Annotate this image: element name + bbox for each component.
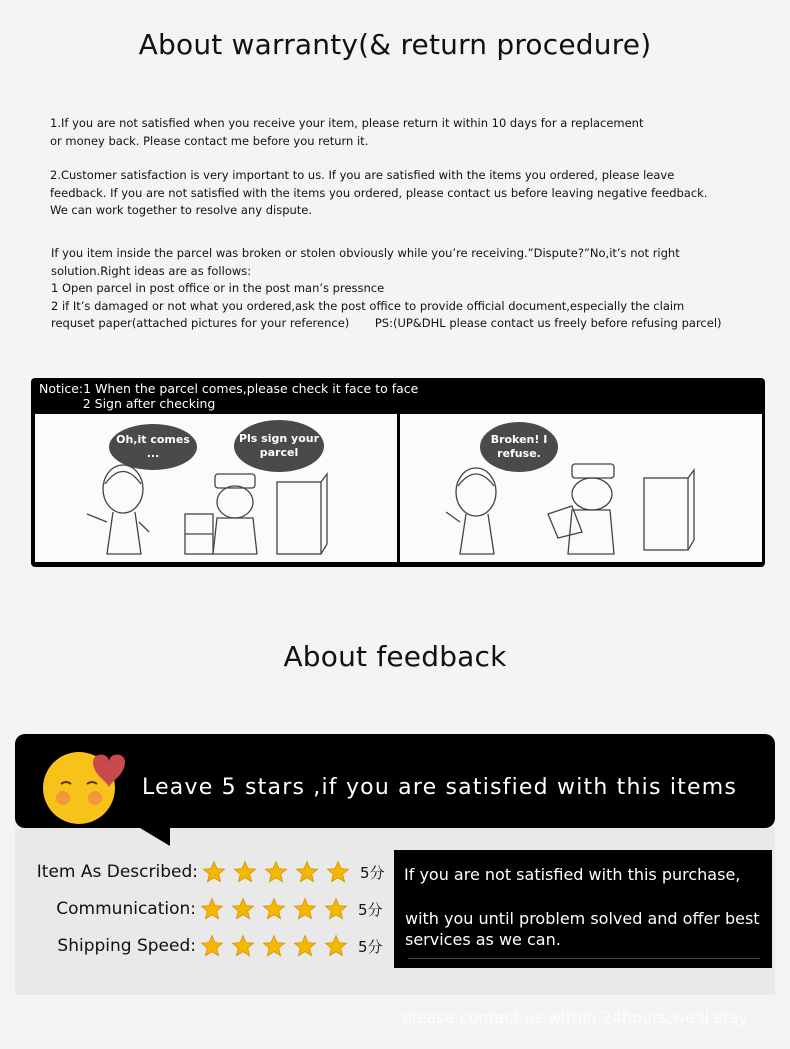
star-icon [202, 860, 226, 884]
star-icon [231, 897, 255, 921]
star-icon [262, 934, 286, 958]
star-icon [324, 897, 348, 921]
warranty-title: About warranty(& return procedure) [138, 28, 652, 61]
star-icon [293, 934, 317, 958]
rating-label: Item As Described: [36, 862, 198, 882]
blushing-emoji-icon [33, 742, 137, 826]
rating-label: Shipping Speed: [57, 936, 196, 956]
comic-panel-right [400, 414, 762, 562]
girl-speech-bubble: Oh,it comes ... [109, 424, 197, 470]
faint-contact-line: please contact us within 24hours,we’ll stay [402, 1008, 748, 1027]
girl-refuse-bubble: Broken! I refuse. [480, 422, 558, 472]
star-rating [200, 934, 348, 958]
comic-illustration-left [35, 414, 397, 562]
star-icon [326, 860, 350, 884]
star-icon [200, 934, 224, 958]
comic-illustration-right [400, 414, 762, 562]
star-icon [293, 897, 317, 921]
star-rating [202, 860, 350, 884]
rating-score: 5分 [358, 900, 383, 919]
contact-message-line-2: with you until problem solved and offer best services as we can. [405, 909, 760, 949]
star-icon [264, 860, 288, 884]
warranty-paragraph-3: If you item inside the parcel was broken or stolen obviously while you’re receiving.”Dispute?”No,it’s not right solution.Right ideas are as follows: 1 Open parcel in post office or in the post man’s pressnce 2 if It’s damaged or not what you ordered,ask the post office to provide official document,especially the claim requset paper(attached pictures for your reference) PS:(UP&DHL please contact us freely before refusing parcel) [51, 246, 722, 330]
star-icon [262, 897, 286, 921]
rating-row-communication [6, 897, 383, 921]
warranty-paragraph-1: 1.If you are not satisfied when you receive your item, please return it within 10 days for a replacement or money back. Please contact me before you return it. [50, 116, 644, 148]
speech-tail [140, 828, 180, 848]
rating-score: 5分 [360, 863, 385, 882]
star-icon [295, 860, 319, 884]
star-icon [233, 860, 257, 884]
postman-speech-bubble: Pls sign your parcel [234, 420, 324, 472]
notice-text: Notice:1 When the parcel comes,please check it face to face 2 Sign after checking [39, 381, 419, 411]
comic-panel-left [35, 414, 397, 562]
star-icon [231, 934, 255, 958]
rating-label: Communication: [56, 899, 196, 919]
rating-score: 5分 [358, 937, 383, 956]
feedback-title: About feedback [283, 640, 507, 673]
star-icon [324, 934, 348, 958]
rating-row-item [8, 860, 385, 884]
warranty-paragraph-2: 2.Customer satisfaction is very important to us. If you are satisfied with the items you ordered, please leave feedback. If you are not satisfied with the items you ordered, please contact us before leaving negative feedback. We can work together to resolve any dispute. [50, 168, 708, 217]
star-rating [200, 897, 348, 921]
rating-row-shipping [6, 934, 383, 958]
contact-message-box [394, 850, 772, 968]
divider [408, 958, 760, 959]
contact-message-line-1: If you are not satisfied with this purchase, [404, 865, 741, 884]
feedback-headline: Leave 5 stars ,if you are satisfied with this items [142, 775, 737, 800]
star-icon [200, 897, 224, 921]
